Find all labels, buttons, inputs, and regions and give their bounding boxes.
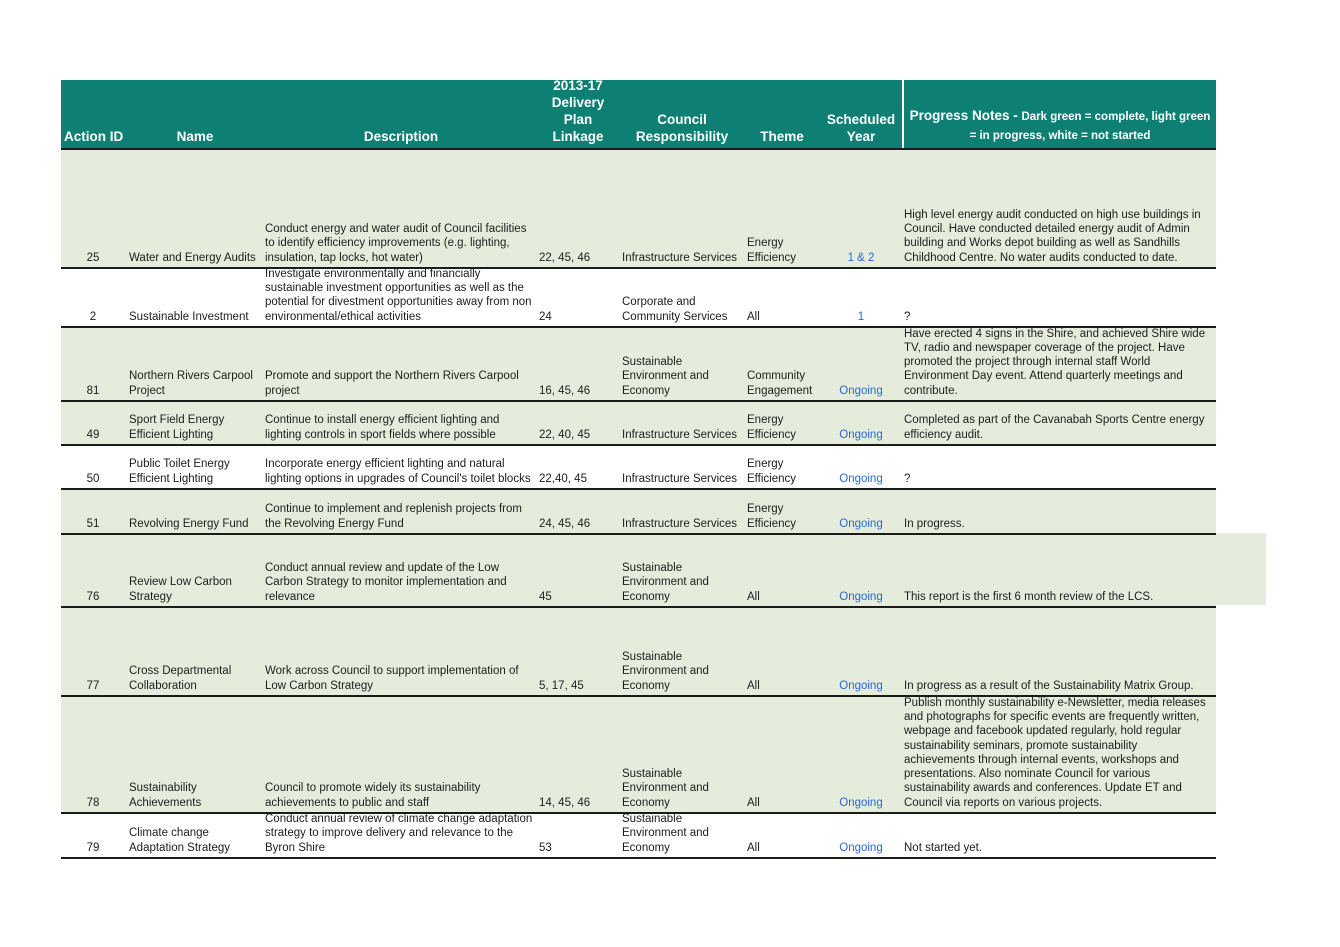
progress-notes-cell: Publish monthly sustainability e-Newsletter, media releases and photographs for specific events are frequently written, webpage and facebook updated regularly, hold regular sustainability seminars, promote sustainability achievements through internal events, workshops and presentations. Also nominate Council for various sustainability awards and conferences. Update ET and Council via reports on various projects. xyxy=(904,696,1206,809)
responsibility-cell: Corporate and Community Services xyxy=(622,296,728,323)
theme-cell: Energy Efficiency xyxy=(747,414,797,441)
action-id-cell: 25 xyxy=(86,251,100,264)
action-id-cell: 51 xyxy=(86,517,100,530)
theme-cell: Community Engagement xyxy=(747,370,813,397)
name-cell: Review Low Carbon Strategy xyxy=(129,576,232,603)
theme-cell: Energy Efficiency xyxy=(747,237,797,264)
header-responsibility: Council Responsibility xyxy=(635,112,729,144)
linkage-cell: 24 xyxy=(539,310,552,323)
action-id-cell: 76 xyxy=(86,590,100,603)
cell-overflow-fill xyxy=(1216,533,1266,605)
notes-title: Progress Notes - xyxy=(909,108,1022,123)
name-cell: Sustainability Achievements xyxy=(129,782,202,809)
progress-notes-cell: In progress. xyxy=(904,517,965,530)
description-cell: Continue to implement and replenish projects from the Revolving Energy Fund xyxy=(265,503,522,530)
linkage-cell: 5, 17, 45 xyxy=(539,679,584,692)
description-cell: Council to promote widely its sustainability achievements to public and staff xyxy=(265,782,481,809)
theme-cell: All xyxy=(747,310,760,323)
action-id-cell: 77 xyxy=(86,679,100,692)
responsibility-cell: Sustainable Environment and Economy xyxy=(622,813,709,854)
progress-notes-cell: This report is the first 6 month review of the LCS. xyxy=(904,590,1154,603)
scheduled-year-cell: Ongoing xyxy=(839,472,883,485)
table-row xyxy=(61,697,1216,814)
responsibility-cell: Sustainable Environment and Economy xyxy=(622,562,709,603)
responsibility-cell: Sustainable Environment and Economy xyxy=(622,768,709,809)
table-body xyxy=(61,150,1216,859)
scheduled-year-cell: Ongoing xyxy=(839,841,883,854)
description-cell: Work across Council to support implementation of Low Carbon Strategy xyxy=(265,665,519,692)
theme-cell: All xyxy=(747,590,760,603)
linkage-cell: 53 xyxy=(539,841,552,854)
name-cell: Water and Energy Audits xyxy=(129,251,256,264)
description-cell: Conduct annual review and update of the Low Carbon Strategy to monitor implementation and relevance xyxy=(265,562,507,603)
name-cell: Sustainable Investment xyxy=(129,310,249,323)
table-row xyxy=(61,150,1216,269)
name-cell: Public Toilet Energy Efficient Lighting xyxy=(129,458,230,485)
header-year: Scheduled Year xyxy=(826,112,896,144)
table-row xyxy=(61,608,1216,697)
responsibility-cell: Infrastructure Services xyxy=(622,517,738,530)
table-row xyxy=(61,535,1216,608)
name-cell: Sport Field Energy Efficient Lighting xyxy=(129,414,225,441)
action-id-cell: 49 xyxy=(86,428,100,441)
responsibility-cell: Infrastructure Services xyxy=(622,251,738,264)
theme-cell: Energy Efficiency xyxy=(747,503,797,530)
theme-cell: All xyxy=(747,841,760,854)
scheduled-year-cell: Ongoing xyxy=(839,679,883,692)
responsibility-cell: Sustainable Environment and Economy xyxy=(622,651,709,692)
header-action-id: Action ID xyxy=(64,129,124,144)
progress-notes-cell: High level energy audit conducted on high use buildings in Council. Have conducted detailed energy audit of Admin building and Works depot building as well as Sandhills Childhood Centre. No water audits conducted to date. xyxy=(904,208,1201,264)
progress-notes-cell: Completed as part of the Cavanabah Sports Centre energy efficiency audit. xyxy=(904,414,1205,441)
linkage-cell: 24, 45, 46 xyxy=(539,517,591,530)
progress-notes-cell: Not started yet. xyxy=(904,841,982,854)
header-description: Description xyxy=(363,129,439,144)
action-id-cell: 81 xyxy=(86,384,100,397)
scheduled-year-cell: Ongoing xyxy=(839,384,883,397)
table-row xyxy=(61,328,1216,402)
description-cell: Conduct annual review of climate change adaptation strategy to improve delivery and relevance to the Byron Shire xyxy=(265,813,533,854)
scheduled-year-cell: 1 & 2 xyxy=(847,251,875,264)
scheduled-year-cell: Ongoing xyxy=(839,590,883,603)
responsibility-cell: Infrastructure Services xyxy=(622,472,738,485)
progress-notes-cell: In progress as a result of the Sustainability Matrix Group. xyxy=(904,679,1194,692)
header-name: Name xyxy=(176,129,214,144)
linkage-cell: 14, 45, 46 xyxy=(539,796,591,809)
action-id-cell: 79 xyxy=(86,841,100,854)
progress-notes-cell: Have erected 4 signs in the Shire, and achieved Shire wide TV, radio and newspaper coverage of the project. Have promoted the project through internal staff World Environment Day event. Attend quarterly meetings and contribute. xyxy=(904,327,1206,397)
table-row xyxy=(61,269,1216,328)
description-cell: Incorporate energy efficient lighting and natural lighting options in upgrades of Council's toilet blocks xyxy=(265,458,531,485)
progress-notes-cell: ? xyxy=(904,472,911,485)
description-cell: Conduct energy and water audit of Council facilities to identify efficiency improvements (e.g. lighting, insulation, tap locks, hot water) xyxy=(265,223,527,264)
description-cell: Continue to install energy efficient lighting and lighting controls in sport fields where possible xyxy=(265,414,500,441)
theme-cell: All xyxy=(747,796,760,809)
scheduled-year-cell: Ongoing xyxy=(839,428,883,441)
table-row xyxy=(61,446,1216,490)
table-header xyxy=(61,80,1216,150)
theme-cell: Energy Efficiency xyxy=(747,458,797,485)
table-row xyxy=(61,402,1216,446)
notes-legend: Dark green = complete, light green = in progress, white = not started xyxy=(969,111,1211,142)
theme-cell: All xyxy=(747,679,760,692)
name-cell: Northern Rivers Carpool Project xyxy=(129,370,253,397)
name-cell: Cross Departmental Collaboration xyxy=(129,665,232,692)
action-id-cell: 2 xyxy=(89,310,97,323)
description-cell: Investigate environmentally and financially sustainable investment opportunities as well as the potential for divestment opportunities away from non environmental/ethical activities xyxy=(265,267,532,323)
action-id-cell: 78 xyxy=(86,796,100,809)
linkage-cell: 22,40, 45 xyxy=(539,472,587,485)
table-row xyxy=(61,490,1216,535)
name-cell: Climate change Adaptation Strategy xyxy=(129,827,231,854)
header-linkage: 2013-17 Delivery Plan Linkage xyxy=(551,78,605,144)
header-theme: Theme xyxy=(760,129,804,144)
linkage-cell: 16, 45, 46 xyxy=(539,384,591,397)
linkage-cell: 22, 45, 46 xyxy=(539,251,591,264)
scheduled-year-cell: Ongoing xyxy=(839,796,883,809)
table-row xyxy=(61,814,1216,859)
responsibility-cell: Sustainable Environment and Economy xyxy=(622,356,709,397)
scheduled-year-cell: 1 xyxy=(857,310,865,323)
description-cell: Promote and support the Northern Rivers Carpool project xyxy=(265,370,519,397)
name-cell: Revolving Energy Fund xyxy=(129,517,249,530)
linkage-cell: 45 xyxy=(539,590,552,603)
action-id-cell: 50 xyxy=(86,472,100,485)
scheduled-year-cell: Ongoing xyxy=(839,517,883,530)
header-progress-notes xyxy=(902,80,1216,148)
linkage-cell: 22, 40, 45 xyxy=(539,428,591,441)
responsibility-cell: Infrastructure Services xyxy=(622,428,738,441)
action-table xyxy=(61,80,1216,859)
progress-notes-cell: ? xyxy=(904,310,911,323)
